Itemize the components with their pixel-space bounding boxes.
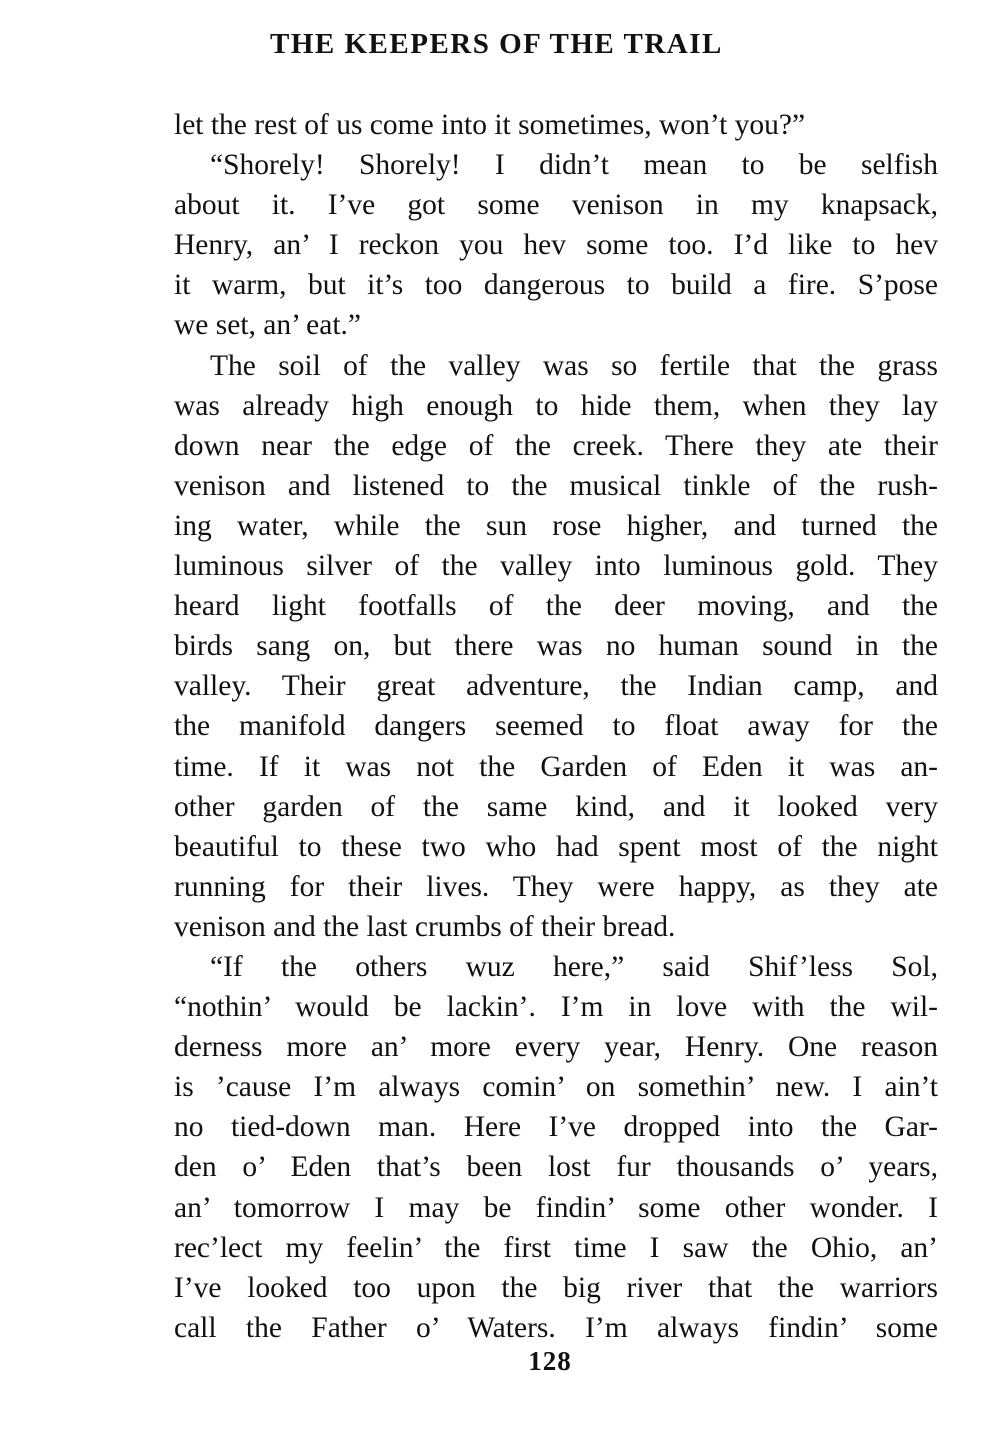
text-line: no tied-down man. Here I’ve dropped into the Gar- <box>174 1111 938 1144</box>
text-line: “Shorely! Shorely! I didn’t mean to be selfish <box>210 149 938 182</box>
text-line: venison and listened to the musical tinkle of the rush- <box>174 469 938 502</box>
text-line: The soil of the valley was so fertile that the grass <box>210 349 938 382</box>
text-line: down near the edge of the creek. There they ate their <box>174 429 938 462</box>
text-line: “nothin’ would be lackin’. I’m in love with the wil- <box>174 991 938 1024</box>
text-line: was already high enough to hide them, when they lay <box>174 389 938 422</box>
text-line: valley. Their great adventure, the Indian camp, and <box>174 670 938 703</box>
text-line: Henry, an’ I reckon you hev some too. I’d like to hev <box>174 229 938 262</box>
text-line: running for their lives. They were happy, as they ate <box>174 870 938 903</box>
text-line: derness more an’ more every year, Henry. One reason <box>174 1031 938 1064</box>
text-line: other garden of the same kind, and it looked very <box>174 790 938 823</box>
text-line: is ’cause I’m always comin’ on somethin’ new. I ain’t <box>174 1071 938 1104</box>
text-line: birds sang on, but there was no human sound in the <box>174 630 938 663</box>
text-line: luminous silver of the valley into luminous gold. They <box>174 550 938 583</box>
page-number: 128 <box>528 1346 572 1376</box>
text-line: heard light footfalls of the deer moving, and the <box>174 590 938 623</box>
text-line: den o’ Eden that’s been lost fur thousands o’ years, <box>174 1151 938 1184</box>
text-line: about it. I’ve got some venison in my knapsack, <box>174 189 938 222</box>
text-line: the manifold dangers seemed to float away for the <box>174 710 938 743</box>
text-line: call the Father o’ Waters. I’m always findin’ some <box>174 1311 938 1344</box>
text-line: it warm, but it’s too dangerous to build a fire. S’pose <box>174 269 938 302</box>
text-line: I’ve looked too upon the big river that the warriors <box>174 1271 938 1304</box>
text-line: let the rest of us come into it sometimes, won’t you?” <box>174 109 806 141</box>
body-text <box>174 105 938 1348</box>
text-line: beautiful to these two who had spent most of the night <box>174 830 938 863</box>
text-line: we set, an’ eat.” <box>174 309 361 342</box>
text-line: time. If it was not the Garden of Eden it was an- <box>174 750 938 783</box>
text-line: ing water, while the sun rose higher, and turned the <box>174 509 938 542</box>
running-head: THE KEEPERS OF THE TRAIL <box>270 28 723 60</box>
text-line: rec’lect my feelin’ the first time I saw the Ohio, an’ <box>174 1231 938 1264</box>
text-line: an’ tomorrow I may be findin’ some other wonder. I <box>174 1191 938 1224</box>
text-line: “If the others wuz here,” said Shif’less Sol, <box>210 950 938 983</box>
text-line: venison and the last crumbs of their bread. <box>174 910 676 943</box>
